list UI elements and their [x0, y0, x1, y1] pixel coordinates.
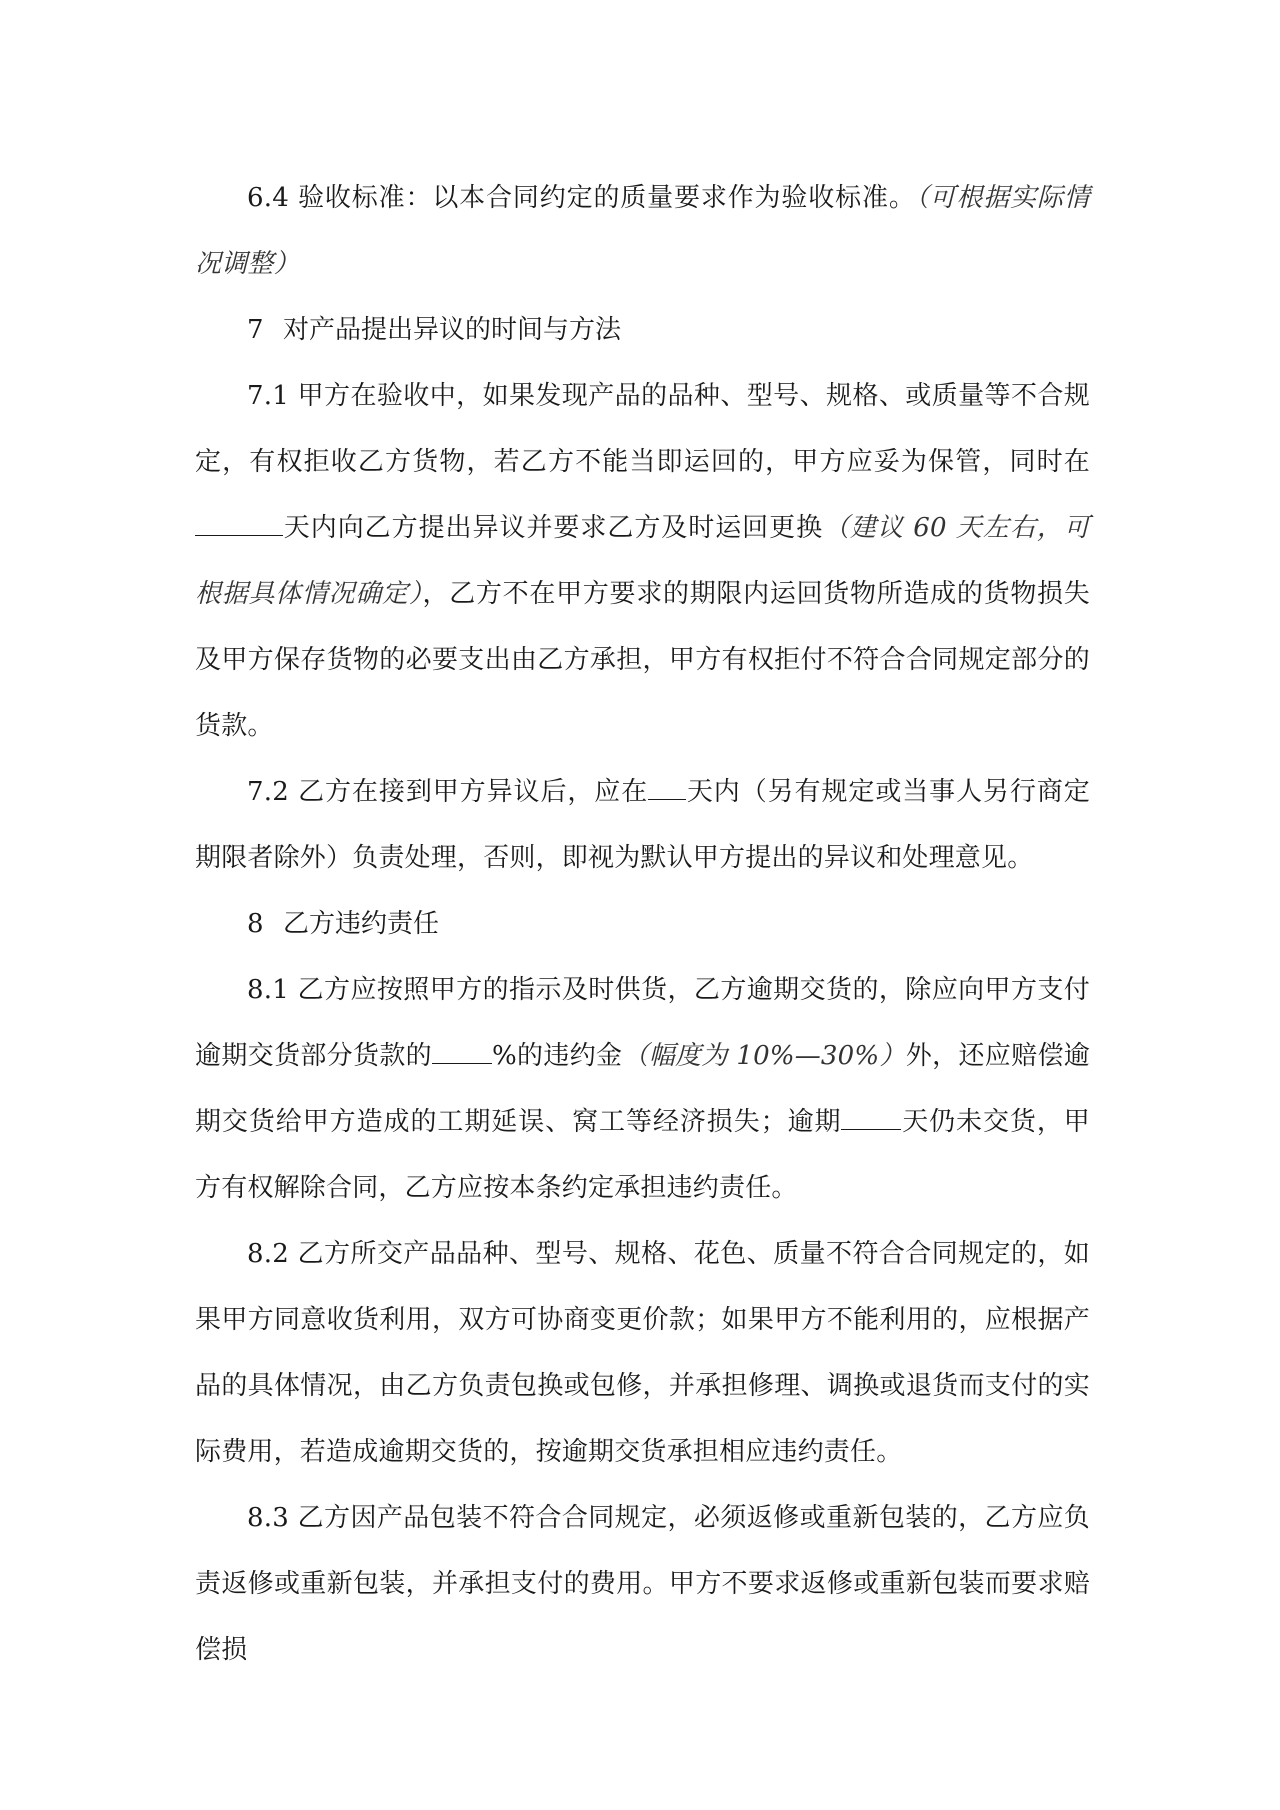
clause-8-1-part1: 8.1 乙方应按照甲方的指示及时供货，乙方逾期交货的，除应向甲方支付逾期交货部分货款的 — [195, 975, 1090, 1071]
clause-7-1-part1: 7.1 甲方在验收中，如果发现产品的品种、型号、规格、或质量等不合规定，有权拒收乙方货物，若乙方不能当即运回的，甲方应妥为保管，同时在 — [195, 381, 1090, 477]
section-7-number: 7 — [247, 315, 264, 345]
document-page — [195, 165, 1090, 1683]
clause-8-1 — [195, 957, 1090, 1221]
clause-8-2-text: 8.2 乙方所交产品品种、型号、规格、花色、质量不符合合同规定的，如果甲方同意收货利用，双方可协商变更价款；如果甲方不能利用的，应根据产品的具体情况，由乙方负责包换或包修，并承担修理、调换或退货而支付的实际费用，若造成逾期交货的，按逾期交货承担相应违约责任。 — [195, 1239, 1090, 1467]
clause-6-4 — [195, 165, 1090, 297]
clause-8-2 — [195, 1221, 1090, 1485]
section-8-number: 8 — [247, 909, 264, 939]
fill-blank-days — [841, 1107, 901, 1130]
section-8-heading — [195, 891, 1090, 957]
clause-7-1-part3: ，乙方不在甲方要求的期限内运回货物所造成的货物损失及甲方保存货物的必要支出由乙方承担，甲方有权拒付不符合合同规定部分的货款。 — [195, 579, 1090, 741]
clause-7-1-part2: 天内向乙方提出异议并要求乙方及时运回更换 — [283, 513, 824, 543]
clause-8-1-part3: 外，还应赔偿逾期交货给甲方造成的工期延误、窝工等经济损失；逾期 — [195, 1041, 1090, 1137]
clause-8-1-part2: %的违约金 — [492, 1041, 623, 1071]
clause-6-4-note: （可根据实际情况调整） — [195, 183, 1091, 279]
clause-6-4-text: 6.4 验收标准：以本合同约定的质量要求作为验收标准。 — [247, 183, 916, 213]
fill-blank-days — [648, 777, 686, 800]
fill-blank-days — [195, 513, 283, 536]
section-7-title: 对产品提出异议的时间与方法 — [283, 315, 622, 345]
clause-8-3-text: 8.3 乙方因产品包装不符合合同规定，必须返修或重新包装的，乙方应负责返修或重新包装，并承担支付的费用。甲方不要求返修或重新包装而要求赔偿损 — [195, 1503, 1090, 1665]
clause-7-2-part2: 天内（另有规定或当事人另行商定期限者除外）负责处理，否则，即视为默认甲方提出的异议和处理意见。 — [195, 777, 1090, 873]
clause-7-2 — [195, 759, 1090, 891]
clause-7-1 — [195, 363, 1090, 759]
clause-7-2-part1: 7.2 乙方在接到甲方异议后，应在 — [247, 777, 649, 807]
clause-8-1-note: （幅度为 10%—30%） — [622, 1041, 906, 1071]
clause-7-1-note: （建议 60 天左右，可根据具体情况确定） — [195, 513, 1090, 609]
clause-8-1-part4: 天仍未交货，甲方有权解除合同，乙方应按本条约定承担违约责任。 — [195, 1107, 1090, 1203]
section-8-title: 乙方违约责任 — [283, 909, 440, 939]
clause-8-3 — [195, 1485, 1090, 1683]
section-7-heading — [195, 297, 1090, 363]
fill-blank-percent — [432, 1041, 492, 1064]
